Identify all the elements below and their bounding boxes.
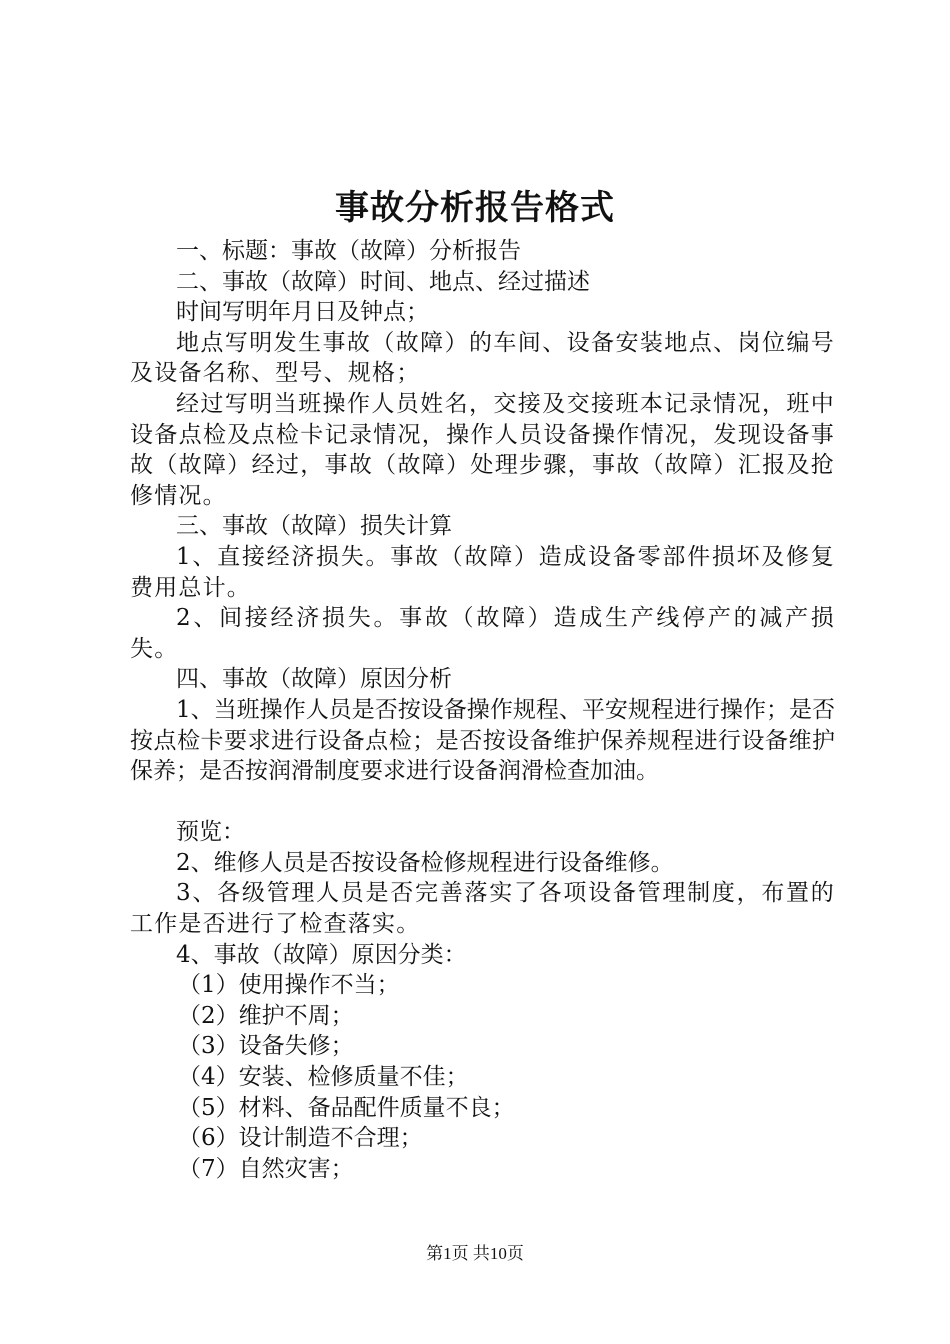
- paragraph-preview: 预览：: [176, 819, 245, 846]
- blank-line: [130, 787, 835, 818]
- paragraph-management-check: 3、各级管理人员是否完善落实了各项设备管理制度，布置的工作是否进行了检查落实。: [130, 880, 835, 938]
- paragraph-heading-4: 四、事故（故障）原因分析: [176, 666, 452, 693]
- document-body: [130, 236, 835, 1184]
- paragraph-cause-categories: 4、事故（故障）原因分类：: [176, 941, 467, 968]
- paragraph-process: 经过写明当班操作人员姓名，交接及交接班本记录情况，班中设备点检及点检卡记录情况，操作人员设备操作情况，发现设备事故（故障）经过，事故（故障）处理步骤，事故（故障）汇报及抢修情况。: [130, 390, 835, 509]
- paragraph-location: 地点写明发生事故（故障）的车间、设备安装地点、岗位编号及设备名称、型号、规格；: [130, 329, 835, 387]
- page-number-footer: 第1页 共10页: [426, 1244, 524, 1263]
- list-item: （3）设备失修；: [178, 1033, 354, 1060]
- paragraph-direct-loss: 1、直接经济损失。事故（故障）造成设备零部件损坏及修复费用总计。: [130, 543, 835, 601]
- paragraph-maintenance-check: 2、维修人员是否按设备检修规程进行设备维修。: [176, 849, 674, 876]
- list-item: （2）维护不周；: [178, 1002, 354, 1029]
- paragraph-operator-check: 1、当班操作人员是否按设备操作规程、平安规程进行操作；是否按点检卡要求进行设备点检；是否按设备维护保养规程进行设备维护保养；是否按润滑制度要求进行设备润滑检查加油。: [130, 696, 835, 785]
- paragraph-heading-2: 二、事故（故障）时间、地点、经过描述: [176, 268, 590, 295]
- list-item: （7）自然灾害；: [178, 1155, 354, 1182]
- list-item: （1）使用操作不当；: [178, 972, 400, 999]
- paragraph-heading-1: 一、标题：事故（故障）分析报告: [176, 238, 521, 264]
- list-item: （6）设计制造不合理；: [178, 1125, 423, 1152]
- paragraph-heading-3: 三、事故（故障）损失计算: [176, 513, 452, 540]
- paragraph-indirect-loss: 2、间接经济损失。事故（故障）造成生产线停产的减产损失。: [130, 605, 835, 662]
- document-title: 事故分析报告格式: [335, 188, 615, 228]
- paragraph-time: 时间写明年月日及钟点；: [176, 299, 429, 326]
- list-item: （5）材料、备品配件质量不良；: [178, 1094, 515, 1121]
- list-item: （4）安装、检修质量不佳；: [178, 1064, 469, 1091]
